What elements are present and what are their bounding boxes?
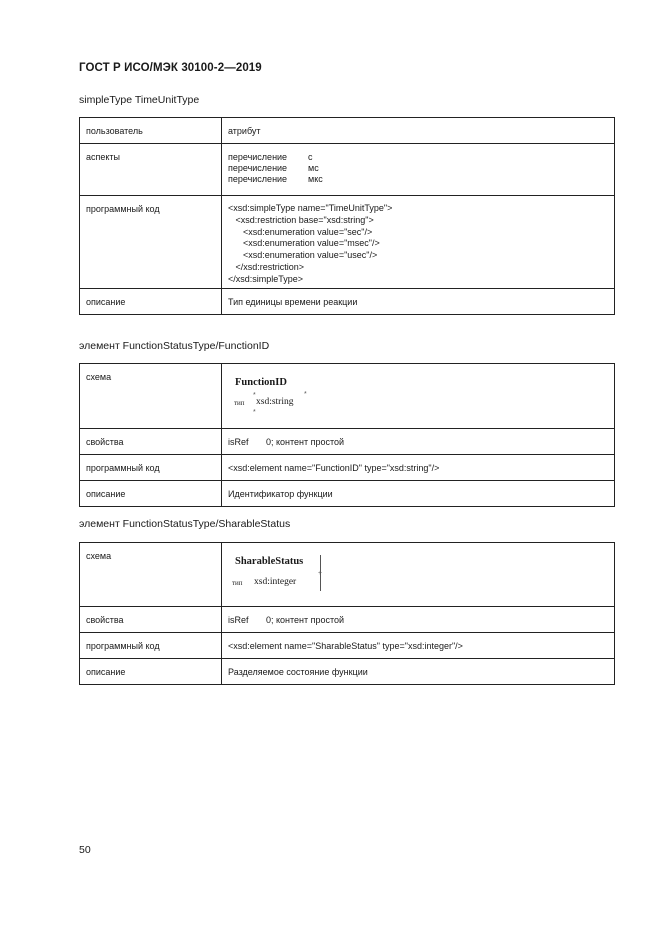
table-row — [80, 118, 615, 144]
table-row — [80, 481, 615, 507]
table-row — [80, 455, 615, 481]
code-line: <xsd:enumeration value="usec"/> — [228, 250, 378, 261]
facet-item: перечисление с — [228, 152, 313, 162]
table-row — [80, 289, 615, 315]
table-row — [80, 196, 615, 289]
sharablestatus-table — [79, 542, 615, 685]
schema-cell — [222, 364, 615, 429]
section-title-functionid: элемент FunctionStatusType/FunctionID — [79, 340, 270, 352]
schema-element-name: FunctionID — [235, 377, 287, 388]
row-value: isRef 0; контент простой — [222, 607, 615, 633]
table-row — [80, 607, 615, 633]
row-label: описание — [80, 481, 222, 507]
schema-element-name: SharableStatus — [235, 556, 304, 567]
code-line: <xsd:enumeration value="sec"/> — [228, 226, 373, 237]
row-label: пользователь — [80, 118, 222, 144]
schema-diagram: SharableStatus + тип xsd:integer — [222, 543, 614, 606]
code-block — [222, 196, 615, 289]
schema-diagram: FunctionID * * тип xsd:string * — [234, 377, 307, 416]
row-value: <xsd:element name="FunctionID" type="xsd:string"/> — [222, 455, 615, 481]
row-value: Тип единицы времени реакции — [222, 289, 615, 315]
schema-type-key: тип — [234, 399, 245, 407]
row-label: программный код — [80, 455, 222, 481]
schema-type-value: xsd:string — [256, 397, 294, 407]
row-label: свойства — [80, 429, 222, 455]
row-label: аспекты — [80, 144, 222, 196]
section-title-sharablestatus: элемент FunctionStatusType/SharableStatus — [79, 518, 291, 530]
row-label: схема — [80, 364, 222, 429]
table-row — [80, 144, 615, 196]
row-label: схема — [80, 543, 222, 607]
row-label: программный код — [80, 633, 222, 659]
row-label: описание — [80, 289, 222, 315]
row-label: программный код — [80, 196, 222, 289]
code-line: </xsd:simpleType> — [228, 273, 304, 284]
functionid-table — [79, 363, 615, 507]
row-label: описание — [80, 659, 222, 685]
document-header: ГОСТ Р ИСО/МЭК 30100-2—2019 — [79, 62, 262, 74]
schema-type-key: тип — [232, 579, 243, 587]
facet-item: перечисление мкс — [228, 174, 323, 184]
code-line: <xsd:restriction base="xsd:string"> — [228, 214, 374, 225]
code-line: <xsd:simpleType name="TimeUnitType"> — [228, 203, 393, 213]
facet-item: перечисление мс — [228, 163, 319, 173]
section-title-timeunittype: simpleType TimeUnitType — [79, 94, 200, 106]
schema-type-value: xsd:integer — [254, 577, 297, 587]
code-line: </xsd:restriction> — [228, 261, 305, 272]
row-value: isRef 0; контент простой — [222, 429, 615, 455]
row-value: <xsd:element name="SharableStatus" type="xsd:integer"/> — [222, 633, 615, 659]
row-value: атрибут — [222, 118, 615, 144]
row-value: Разделяемое состояние функции — [222, 659, 615, 685]
table-row — [80, 633, 615, 659]
facets-list — [222, 144, 615, 196]
table-row — [80, 543, 615, 607]
schema-cell — [222, 543, 615, 607]
row-label: свойства — [80, 607, 222, 633]
table-row — [80, 364, 615, 429]
page-number: 50 — [79, 844, 91, 856]
table-row — [80, 429, 615, 455]
row-value: Идентификатор функции — [222, 481, 615, 507]
code-line: <xsd:enumeration value="msec"/> — [228, 238, 380, 249]
timeunittype-table — [79, 117, 615, 315]
table-row — [80, 659, 615, 685]
